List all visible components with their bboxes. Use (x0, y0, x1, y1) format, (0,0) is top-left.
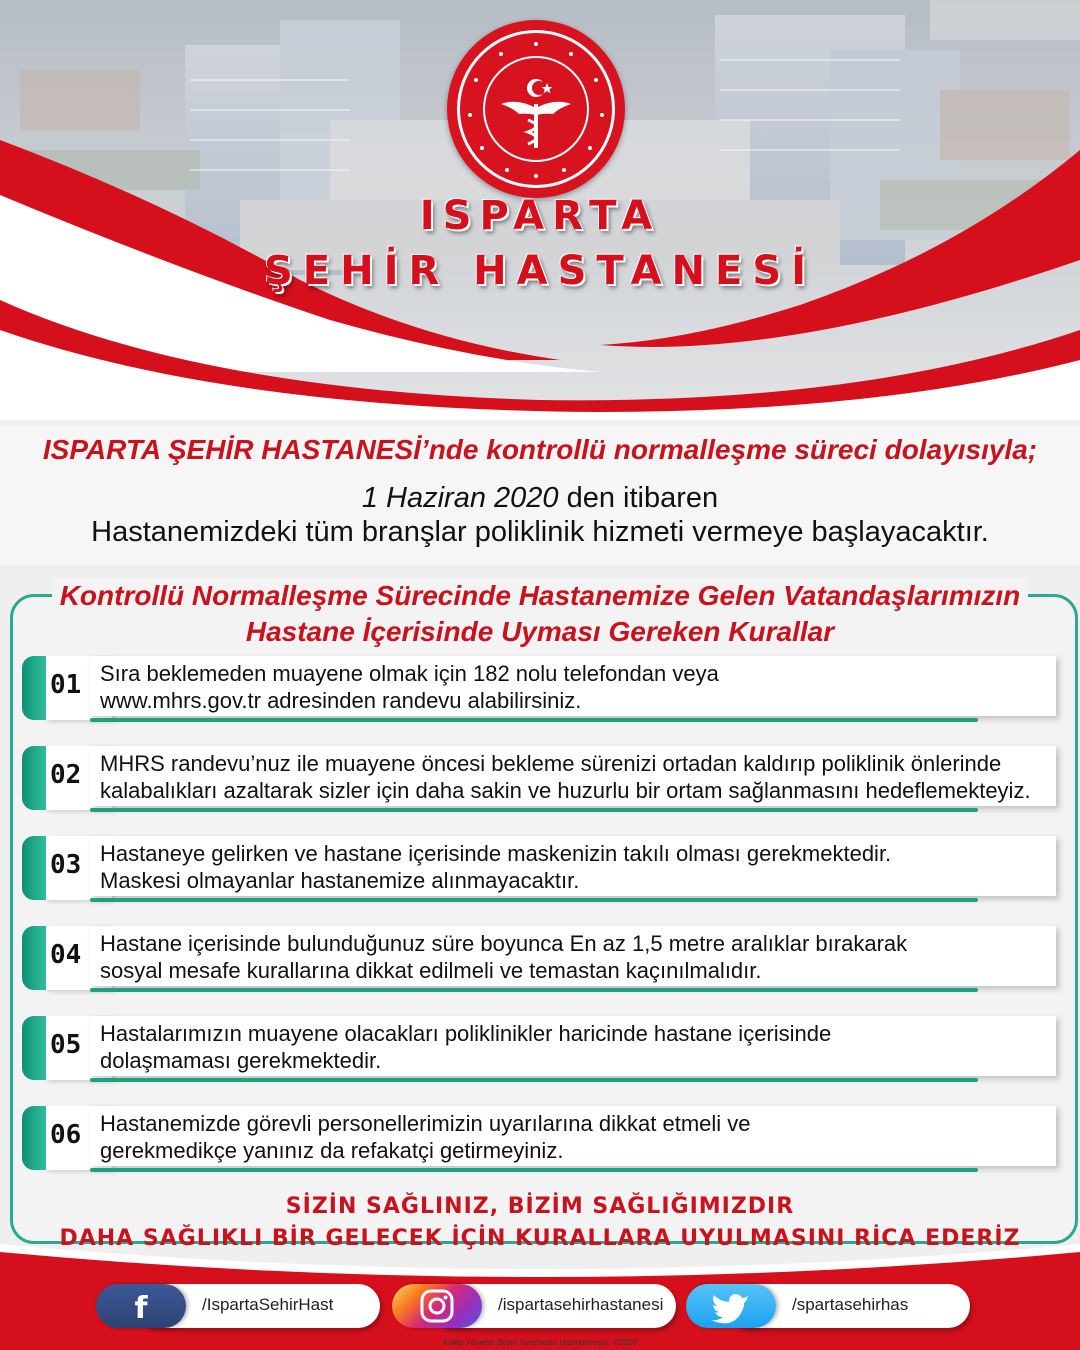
svg-text:f: f (134, 1291, 148, 1326)
rules-title-line1: Kontrollü Normalleşme Sürecinde Hastanemize Gelen Vatandaşlarımızın (52, 578, 1029, 614)
start-date-suffix: den itibaren (558, 482, 719, 514)
rule-text-line2: kalabalıkları azaltarak sizler için daha sakin ve huzurlu bir ortam sağlanmasını hedeflemekteyiz. (100, 778, 1031, 803)
rule-text (100, 840, 1060, 894)
rule-number: 05 (50, 1030, 82, 1060)
twitter-link[interactable] (686, 1284, 970, 1330)
rule-text-line2: dolaşmaması gerekmektedir. (100, 1048, 382, 1073)
rule-item (22, 836, 1056, 902)
intro-announcement: Hastanemizdeki tüm branşlar poliklinik hizmeti vermeye başlayacaktır. (91, 516, 989, 548)
rule-text-line1: Hastaneye gelirken ve hastane içerisinde maskenizin takılı olması gerekmektedir. (100, 841, 892, 866)
rule-text-line2: gerekmedikçe yanınız da refakatçi getirmeyiniz. (100, 1138, 564, 1163)
rule-text-line1: Hastanemizde görevli personellerimizin uyarılarına dikkat etmeli ve (100, 1111, 751, 1136)
rule-item (22, 1106, 1056, 1172)
twitter-icon (686, 1284, 776, 1328)
rule-item (22, 746, 1056, 812)
hospital-title-line2: ŞEHİR HASTANESİ (263, 248, 817, 294)
rule-text (100, 660, 1060, 714)
credit-text: Kalite Yönetim Birimi Tarafından Hazırlanmıştır. ©2020 (443, 1338, 637, 1347)
slogan-line1: SİZİN SAĞLINIZ, BİZİM SAĞLIĞIMIZDIR (285, 1194, 795, 1219)
rule-number: 04 (50, 940, 82, 970)
rules-title (0, 578, 1080, 650)
rule-text-line2: Maskesi olmayanlar hastanemize alınmayacaktır. (100, 868, 580, 893)
rule-number: 06 (50, 1120, 82, 1150)
facebook-link[interactable] (96, 1284, 380, 1330)
rule-text-line2: sosyal mesafe kurallarına dikkat edilmeli ve temastan kaçınılmalıdır. (100, 958, 762, 983)
rule-text-line2: www.mhrs.gov.tr adresinden randevu alabilirsiniz. (100, 688, 582, 713)
rule-text (100, 750, 1060, 804)
intro-date-line (0, 482, 1080, 515)
rule-text-line1: Hastane içerisinde bulunduğunuz süre boyunca En az 1,5 metre aralıklar bırakarak (100, 931, 908, 956)
rule-text-line1: Hastalarımızın muayene olacakları poliklinikler haricinde hastane içerisinde (100, 1021, 832, 1046)
rule-text (100, 1110, 1060, 1164)
caduceus-icon (447, 20, 625, 198)
rule-text-line1: Sıra beklemeden muayene olmak için 182 nolu telefondan veya (100, 661, 719, 686)
rule-item (22, 1016, 1056, 1082)
rule-item (22, 926, 1056, 992)
rules-title-line2: Hastane İçerisinde Uyması Gereken Kurallar (238, 614, 842, 650)
ministry-emblem (447, 20, 625, 198)
slogan-line2: DAHA SAĞLIKLI BİR GELECEK İÇİN KURALLARA UYULMASINI RİCA EDERİZ (59, 1226, 1021, 1251)
instagram-icon (392, 1284, 482, 1328)
rule-number: 03 (50, 850, 82, 880)
facebook-icon (96, 1284, 186, 1328)
instagram-link[interactable] (392, 1284, 676, 1330)
intro-title: ISPARTA ŞEHİR HASTANESİ’nde kontrollü normalleşme süreci dolayısıyla; (42, 434, 1038, 465)
twitter-handle: /spartasehirhas (792, 1295, 909, 1314)
facebook-handle: /IspartaSehirHast (202, 1295, 334, 1314)
start-date: 1 Haziran 2020 (361, 482, 559, 514)
rule-text (100, 930, 1060, 984)
rule-number: 01 (50, 670, 82, 700)
rule-text (100, 1020, 1060, 1074)
rule-item (22, 656, 1056, 722)
hospital-title-line1: ISPARTA (419, 193, 661, 239)
rule-text-line1: MHRS randevu’nuz ile muayene öncesi bekleme sürenizi ortadan kaldırıp poliklinik önlerinde (100, 751, 1002, 776)
instagram-handle: /ispartasehirhastanesi (498, 1295, 664, 1314)
header-banner (0, 0, 1080, 420)
rule-number: 02 (50, 760, 82, 790)
